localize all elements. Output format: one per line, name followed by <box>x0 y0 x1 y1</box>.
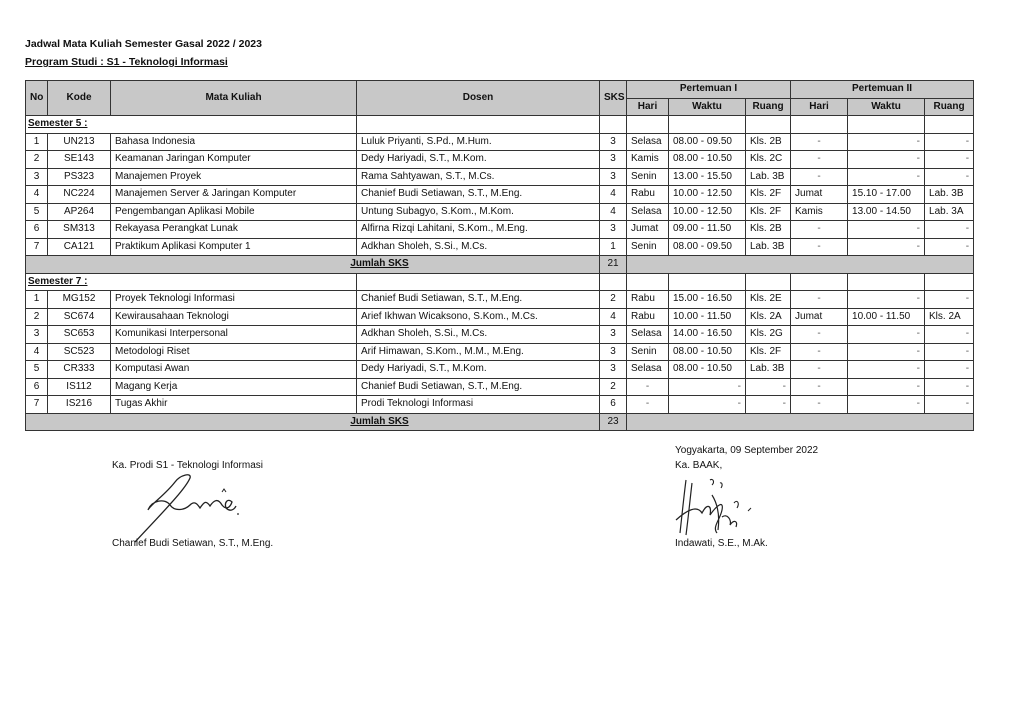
cell-p2-ruang: Lab. 3A <box>925 203 974 221</box>
cell-p2-hari: - <box>791 361 848 379</box>
table-row <box>26 378 974 396</box>
cell-p1-hari: Rabu <box>627 291 669 309</box>
total-sks-row <box>26 413 974 431</box>
cell-p1-ruang: Kls. 2E <box>746 291 791 309</box>
cell-sks: 3 <box>600 133 627 151</box>
cell-p2-hari: - <box>791 343 848 361</box>
cell-p2-hari: Kamis <box>791 203 848 221</box>
cell-kode: SC674 <box>48 308 111 326</box>
cell-p1-hari: Jumat <box>627 221 669 239</box>
cell-dosen: Chanief Budi Setiawan, S.T., M.Eng. <box>357 378 600 396</box>
cell-p1-waktu: 13.00 - 15.50 <box>669 168 746 186</box>
cell-p1-ruang: - <box>746 396 791 414</box>
cell-p1-waktu: 10.00 - 12.50 <box>669 186 746 204</box>
cell-p1-ruang: Kls. 2F <box>746 186 791 204</box>
header-pertemuan-1: Pertemuan I <box>627 81 791 99</box>
right-signatory-name: Indawati, S.E., M.Ak. <box>675 538 768 549</box>
empty-cell <box>925 273 974 291</box>
cell-mata-kuliah: Kewirausahaan Teknologi <box>111 308 357 326</box>
cell-p1-hari: Selasa <box>627 133 669 151</box>
semester-label: Semester 5 : <box>26 116 357 134</box>
schedule-body <box>26 116 974 431</box>
cell-p2-ruang: - <box>925 361 974 379</box>
cell-kode: AP264 <box>48 203 111 221</box>
total-empty-cell <box>627 413 974 431</box>
cell-p2-waktu: - <box>848 151 925 169</box>
cell-kode: NC224 <box>48 186 111 204</box>
table-row <box>26 396 974 414</box>
total-empty-cell <box>627 256 974 274</box>
cell-mata-kuliah: Rekayasa Perangkat Lunak <box>111 221 357 239</box>
cell-sks: 3 <box>600 221 627 239</box>
cell-p1-hari: - <box>627 396 669 414</box>
empty-cell <box>627 273 669 291</box>
cell-p2-waktu: - <box>848 291 925 309</box>
total-sks-row <box>26 256 974 274</box>
cell-no: 4 <box>26 343 48 361</box>
cell-p2-waktu: - <box>848 238 925 256</box>
right-signature-image <box>672 475 762 537</box>
cell-sks: 4 <box>600 308 627 326</box>
cell-no: 6 <box>26 221 48 239</box>
cell-p1-waktu: 08.00 - 09.50 <box>669 133 746 151</box>
total-sks-value: 21 <box>600 256 627 274</box>
cell-p2-hari: - <box>791 133 848 151</box>
cell-sks: 3 <box>600 326 627 344</box>
cell-p2-ruang: - <box>925 133 974 151</box>
cell-mata-kuliah: Praktikum Aplikasi Komputer 1 <box>111 238 357 256</box>
cell-p1-hari: - <box>627 378 669 396</box>
empty-cell <box>848 116 925 134</box>
cell-p1-waktu: 10.00 - 11.50 <box>669 308 746 326</box>
cell-mata-kuliah: Magang Kerja <box>111 378 357 396</box>
cell-p2-waktu: 15.10 - 17.00 <box>848 186 925 204</box>
header-no: No <box>26 81 48 116</box>
cell-p1-hari: Kamis <box>627 151 669 169</box>
cell-p1-waktu: 08.00 - 10.50 <box>669 343 746 361</box>
cell-p2-waktu: - <box>848 378 925 396</box>
cell-dosen: Adkhan Sholeh, S.Si., M.Cs. <box>357 238 600 256</box>
cell-p2-hari: - <box>791 151 848 169</box>
cell-p1-waktu: 08.00 - 10.50 <box>669 151 746 169</box>
header-p2-ruang: Ruang <box>925 98 974 116</box>
cell-no: 2 <box>26 151 48 169</box>
cell-dosen: Alfirna Rizqi Lahitani, S.Kom., M.Eng. <box>357 221 600 239</box>
cell-p2-waktu: - <box>848 221 925 239</box>
cell-p2-waktu: 10.00 - 11.50 <box>848 308 925 326</box>
cell-p2-waktu: 13.00 - 14.50 <box>848 203 925 221</box>
cell-no: 4 <box>26 186 48 204</box>
cell-p2-ruang: - <box>925 343 974 361</box>
cell-dosen: Dedy Hariyadi, S.T., M.Kom. <box>357 361 600 379</box>
cell-p1-ruang: - <box>746 378 791 396</box>
cell-no: 6 <box>26 378 48 396</box>
cell-sks: 1 <box>600 238 627 256</box>
table-row <box>26 221 974 239</box>
cell-dosen: Chanief Budi Setiawan, S.T., M.Eng. <box>357 186 600 204</box>
cell-p2-hari: Jumat <box>791 308 848 326</box>
cell-p1-hari: Selasa <box>627 326 669 344</box>
cell-dosen: Arief Ikhwan Wicaksono, S.Kom., M.Cs. <box>357 308 600 326</box>
cell-p1-hari: Senin <box>627 238 669 256</box>
header-pertemuan-2: Pertemuan II <box>791 81 974 99</box>
header-mata-kuliah: Mata Kuliah <box>111 81 357 116</box>
cell-p1-hari: Selasa <box>627 203 669 221</box>
total-sks-value: 23 <box>600 413 627 431</box>
cell-dosen: Chanief Budi Setiawan, S.T., M.Eng. <box>357 291 600 309</box>
table-row <box>26 343 974 361</box>
cell-no: 5 <box>26 361 48 379</box>
empty-cell <box>600 116 627 134</box>
cell-p1-ruang: Kls. 2G <box>746 326 791 344</box>
cell-p2-ruang: - <box>925 326 974 344</box>
cell-p2-waktu: - <box>848 326 925 344</box>
cell-p2-hari: - <box>791 396 848 414</box>
cell-p2-hari: - <box>791 168 848 186</box>
cell-sks: 3 <box>600 151 627 169</box>
table-row <box>26 186 974 204</box>
cell-sks: 2 <box>600 378 627 396</box>
cell-kode: SC653 <box>48 326 111 344</box>
cell-sks: 3 <box>600 168 627 186</box>
cell-p2-ruang: Lab. 3B <box>925 186 974 204</box>
cell-p1-ruang: Lab. 3B <box>746 168 791 186</box>
cell-p1-waktu: 15.00 - 16.50 <box>669 291 746 309</box>
cell-p2-hari: - <box>791 326 848 344</box>
header-p2-waktu: Waktu <box>848 98 925 116</box>
cell-dosen: Prodi Teknologi Informasi <box>357 396 600 414</box>
cell-p1-ruang: Kls. 2B <box>746 221 791 239</box>
empty-cell <box>600 273 627 291</box>
cell-p2-hari: - <box>791 378 848 396</box>
total-sks-label: Jumlah SKS <box>26 256 600 274</box>
empty-cell <box>746 273 791 291</box>
cell-mata-kuliah: Komunikasi Interpersonal <box>111 326 357 344</box>
cell-dosen: Rama Sahtyawan, S.T., M.Cs. <box>357 168 600 186</box>
cell-p2-hari: Jumat <box>791 186 848 204</box>
cell-p1-waktu: 10.00 - 12.50 <box>669 203 746 221</box>
cell-p2-waktu: - <box>848 361 925 379</box>
cell-p2-ruang: - <box>925 221 974 239</box>
cell-no: 3 <box>26 326 48 344</box>
cell-p1-hari: Senin <box>627 343 669 361</box>
header-p1-ruang: Ruang <box>746 98 791 116</box>
cell-p2-ruang: - <box>925 151 974 169</box>
empty-cell <box>791 273 848 291</box>
cell-no: 5 <box>26 203 48 221</box>
empty-cell <box>848 273 925 291</box>
cell-no: 1 <box>26 291 48 309</box>
cell-kode: SC523 <box>48 343 111 361</box>
empty-cell <box>925 116 974 134</box>
place-date: Yogyakarta, 09 September 2022 <box>675 445 819 456</box>
cell-p1-ruang: Lab. 3B <box>746 238 791 256</box>
total-sks-label: Jumlah SKS <box>26 413 600 431</box>
left-signatory-name: Chanief Budi Setiawan, S.T., M.Eng. <box>112 538 274 549</box>
semester-header-row <box>26 116 974 134</box>
cell-no: 3 <box>26 168 48 186</box>
header-p1-waktu: Waktu <box>669 98 746 116</box>
table-row <box>26 133 974 151</box>
cell-no: 1 <box>26 133 48 151</box>
cell-p2-hari: - <box>791 291 848 309</box>
header-p2-hari: Hari <box>791 98 848 116</box>
cell-sks: 2 <box>600 291 627 309</box>
cell-kode: CA121 <box>48 238 111 256</box>
table-row <box>26 291 974 309</box>
cell-mata-kuliah: Manajemen Proyek <box>111 168 357 186</box>
cell-mata-kuliah: Proyek Teknologi Informasi <box>111 291 357 309</box>
cell-p1-hari: Rabu <box>627 308 669 326</box>
cell-p1-hari: Rabu <box>627 186 669 204</box>
cell-p1-waktu: - <box>669 378 746 396</box>
cell-p1-hari: Selasa <box>627 361 669 379</box>
empty-cell <box>669 273 746 291</box>
cell-sks: 3 <box>600 343 627 361</box>
right-signatory-role: Ka. BAAK, <box>675 460 723 471</box>
cell-p2-hari: - <box>791 238 848 256</box>
semester-label: Semester 7 : <box>26 273 357 291</box>
cell-kode: MG152 <box>48 291 111 309</box>
cell-p1-waktu: 14.00 - 16.50 <box>669 326 746 344</box>
left-signature-image <box>130 470 245 545</box>
empty-cell <box>627 116 669 134</box>
empty-cell <box>669 116 746 134</box>
left-signatory-role: Ka. Prodi S1 - Teknologi Informasi <box>112 460 264 471</box>
cell-p2-waktu: - <box>848 133 925 151</box>
cell-kode: UN213 <box>48 133 111 151</box>
cell-no: 7 <box>26 396 48 414</box>
table-row <box>26 168 974 186</box>
cell-p1-waktu: - <box>669 396 746 414</box>
cell-kode: PS323 <box>48 168 111 186</box>
table-row <box>26 326 974 344</box>
cell-p1-waktu: 08.00 - 09.50 <box>669 238 746 256</box>
cell-mata-kuliah: Tugas Akhir <box>111 396 357 414</box>
cell-no: 7 <box>26 238 48 256</box>
cell-p1-ruang: Lab. 3B <box>746 361 791 379</box>
cell-sks: 4 <box>600 186 627 204</box>
cell-p1-waktu: 08.00 - 10.50 <box>669 361 746 379</box>
cell-kode: SM313 <box>48 221 111 239</box>
table-row <box>26 203 974 221</box>
cell-sks: 3 <box>600 361 627 379</box>
cell-mata-kuliah: Bahasa Indonesia <box>111 133 357 151</box>
cell-mata-kuliah: Manajemen Server & Jaringan Komputer <box>111 186 357 204</box>
empty-cell <box>746 116 791 134</box>
cell-dosen: Untung Subagyo, S.Kom., M.Kom. <box>357 203 600 221</box>
empty-cell <box>357 116 600 134</box>
cell-p1-ruang: Kls. 2C <box>746 151 791 169</box>
cell-p2-ruang: - <box>925 378 974 396</box>
cell-kode: IS216 <box>48 396 111 414</box>
table-row <box>26 308 974 326</box>
cell-p2-ruang: - <box>925 238 974 256</box>
cell-p2-hari: - <box>791 221 848 239</box>
header-kode: Kode <box>48 81 111 116</box>
header-p1-hari: Hari <box>627 98 669 116</box>
cell-p2-ruang: - <box>925 396 974 414</box>
cell-no: 2 <box>26 308 48 326</box>
cell-p2-waktu: - <box>848 168 925 186</box>
table-row <box>26 238 974 256</box>
cell-p2-ruang: Kls. 2A <box>925 308 974 326</box>
cell-dosen: Dedy Hariyadi, S.T., M.Kom. <box>357 151 600 169</box>
semester-header-row <box>26 273 974 291</box>
cell-sks: 4 <box>600 203 627 221</box>
cell-mata-kuliah: Metodologi Riset <box>111 343 357 361</box>
cell-dosen: Arif Himawan, S.Kom., M.M., M.Eng. <box>357 343 600 361</box>
cell-p1-ruang: Kls. 2A <box>746 308 791 326</box>
cell-mata-kuliah: Keamanan Jaringan Komputer <box>111 151 357 169</box>
header-dosen: Dosen <box>357 81 600 116</box>
cell-p2-ruang: - <box>925 168 974 186</box>
cell-mata-kuliah: Pengembangan Aplikasi Mobile <box>111 203 357 221</box>
table-row <box>26 361 974 379</box>
cell-p2-waktu: - <box>848 396 925 414</box>
cell-kode: SE143 <box>48 151 111 169</box>
cell-p1-waktu: 09.00 - 11.50 <box>669 221 746 239</box>
empty-cell <box>791 116 848 134</box>
empty-cell <box>357 273 600 291</box>
cell-dosen: Adkhan Sholeh, S.Si., M.Cs. <box>357 326 600 344</box>
cell-dosen: Luluk Priyanti, S.Pd., M.Hum. <box>357 133 600 151</box>
cell-p1-ruang: Kls. 2B <box>746 133 791 151</box>
schedule-table <box>25 80 974 431</box>
cell-kode: CR333 <box>48 361 111 379</box>
cell-kode: IS112 <box>48 378 111 396</box>
header-row-1 <box>26 81 974 99</box>
cell-sks: 6 <box>600 396 627 414</box>
cell-p2-waktu: - <box>848 343 925 361</box>
cell-mata-kuliah: Komputasi Awan <box>111 361 357 379</box>
program-studi-subtitle: Program Studi : S1 - Teknologi Informasi <box>25 56 228 68</box>
header-sks: SKS <box>600 81 627 116</box>
cell-p1-hari: Senin <box>627 168 669 186</box>
document-title: Jadwal Mata Kuliah Semester Gasal 2022 / 2023 <box>25 38 262 50</box>
cell-p2-ruang: - <box>925 291 974 309</box>
table-row <box>26 151 974 169</box>
cell-p1-ruang: Kls. 2F <box>746 203 791 221</box>
cell-p1-ruang: Kls. 2F <box>746 343 791 361</box>
